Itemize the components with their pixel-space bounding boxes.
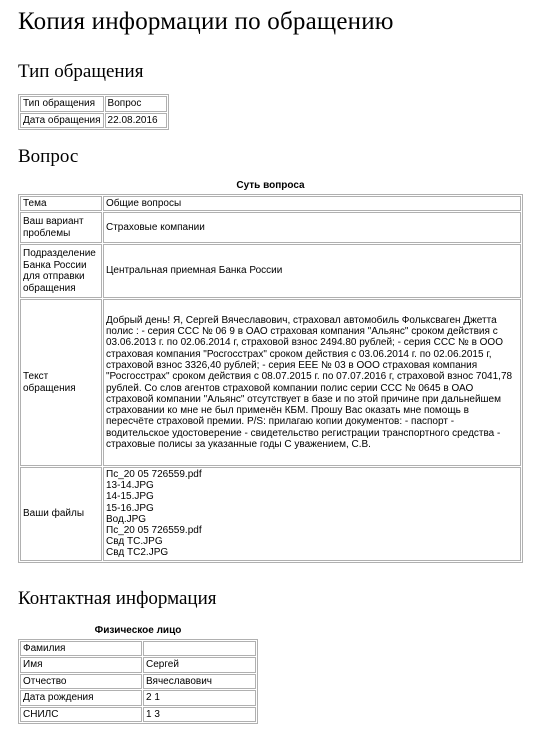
file-link[interactable]: 14-15.JPG <box>106 491 154 503</box>
section-title-contact: Контактная информация <box>18 588 217 609</box>
table-row <box>20 244 521 298</box>
table-row <box>20 690 256 706</box>
table-row <box>20 212 521 243</box>
snils-value: 1 3 <box>143 707 256 723</box>
table-row <box>20 467 521 561</box>
contact-caption: Физическое лицо <box>94 625 182 636</box>
name-value: Сергей <box>143 657 256 673</box>
patronymic-value: Вячеславович <box>143 674 256 690</box>
problem-value: Страховые компании <box>103 212 521 243</box>
birthdate-label: Дата рождения <box>20 690 142 706</box>
file-link[interactable]: Свд ТС2.JPG <box>106 547 169 559</box>
file-link[interactable]: 15-16.JPG <box>106 502 154 514</box>
table-row <box>20 299 521 466</box>
file-link[interactable]: Свд ТС.JPG <box>106 536 163 548</box>
file-link[interactable]: 13-14.JPG <box>106 480 154 492</box>
page-title: Копия информации по обращению <box>18 8 394 35</box>
patronymic-label: Отчество <box>20 674 142 690</box>
type-value: Вопрос <box>105 96 167 112</box>
file-link[interactable]: Пс_20 05 726559.pdf <box>106 525 202 537</box>
snils-label: СНИЛС <box>20 707 142 723</box>
question-caption: Суть вопроса <box>236 180 305 191</box>
date-value: 22.08.2016 <box>105 113 167 129</box>
table-row <box>20 96 167 112</box>
name-label: Имя <box>20 657 142 673</box>
question-table <box>18 180 523 563</box>
type-table <box>18 94 169 130</box>
birthdate-value: 2 1 <box>143 690 256 706</box>
division-value: Центральная приемная Банка России <box>103 244 521 298</box>
file-link[interactable]: Вод.JPG <box>106 513 147 525</box>
files-label: Ваши файлы <box>20 467 102 561</box>
table-row <box>20 196 521 212</box>
table-row <box>20 113 167 129</box>
contact-table <box>18 625 258 724</box>
topic-value: Общие вопросы <box>103 196 521 212</box>
table-row <box>20 674 256 690</box>
text-label: Текст обращения <box>20 299 102 466</box>
type-label: Тип обращения <box>20 96 104 112</box>
text-value: Добрый день! Я, Сергей Вячеславович, страховал автомобиль Фольксваген Джетта полис : - серия ССС № 06 9 в ОАО страховая компания "Альянс" сроком действия с 03.06.2013 г. по 02.06.2014 г, страховой взнос 2494.80 рублей; - серия ССС № в ООО страховая компания "Росгосстрах" сроком действия с 03.06.2014 г. по 02.06.2015 г, страховой взнос 3326,40 рублей; - серия ЕЕЕ № 03 в ООО страховая компания "Росгосстрах" сроком действия с 08.07.2015 г. по 07.07.2016 г, страховой взнос 7041,78 рублей. Со слов агентов страховой компании полис серии ССС № 0645 в ОАО страховой компании "Альянс" отсутствует в базе и по этой причине при дальнейшем страховании ко мне не был применён КБМ. Прошу Вас оказать мне помощь в пересчёте страховой премии. P/S: прилагаю копии документов: - паспорт - водительское удостоверение - свидетельство регистрации транспортного средства - страховые полисы за указанные годы С уважением, С.В. <box>103 299 521 466</box>
division-label: Подразделение Банка России для отправки обращения <box>20 244 102 298</box>
document <box>18 0 523 720</box>
problem-label: Ваш вариант проблемы <box>20 212 102 243</box>
topic-label: Тема <box>20 196 102 212</box>
surname-value <box>143 641 256 657</box>
date-label: Дата обращения <box>20 113 104 129</box>
surname-label: Фамилия <box>20 641 142 657</box>
section-title-question: Вопрос <box>18 146 79 167</box>
table-row <box>20 707 256 723</box>
table-row <box>20 641 256 657</box>
table-row <box>20 657 256 673</box>
section-title-type: Тип обращения <box>18 61 144 82</box>
file-link[interactable]: Пс_20 05 726559.pdf <box>106 469 202 480</box>
files-list <box>103 467 521 561</box>
